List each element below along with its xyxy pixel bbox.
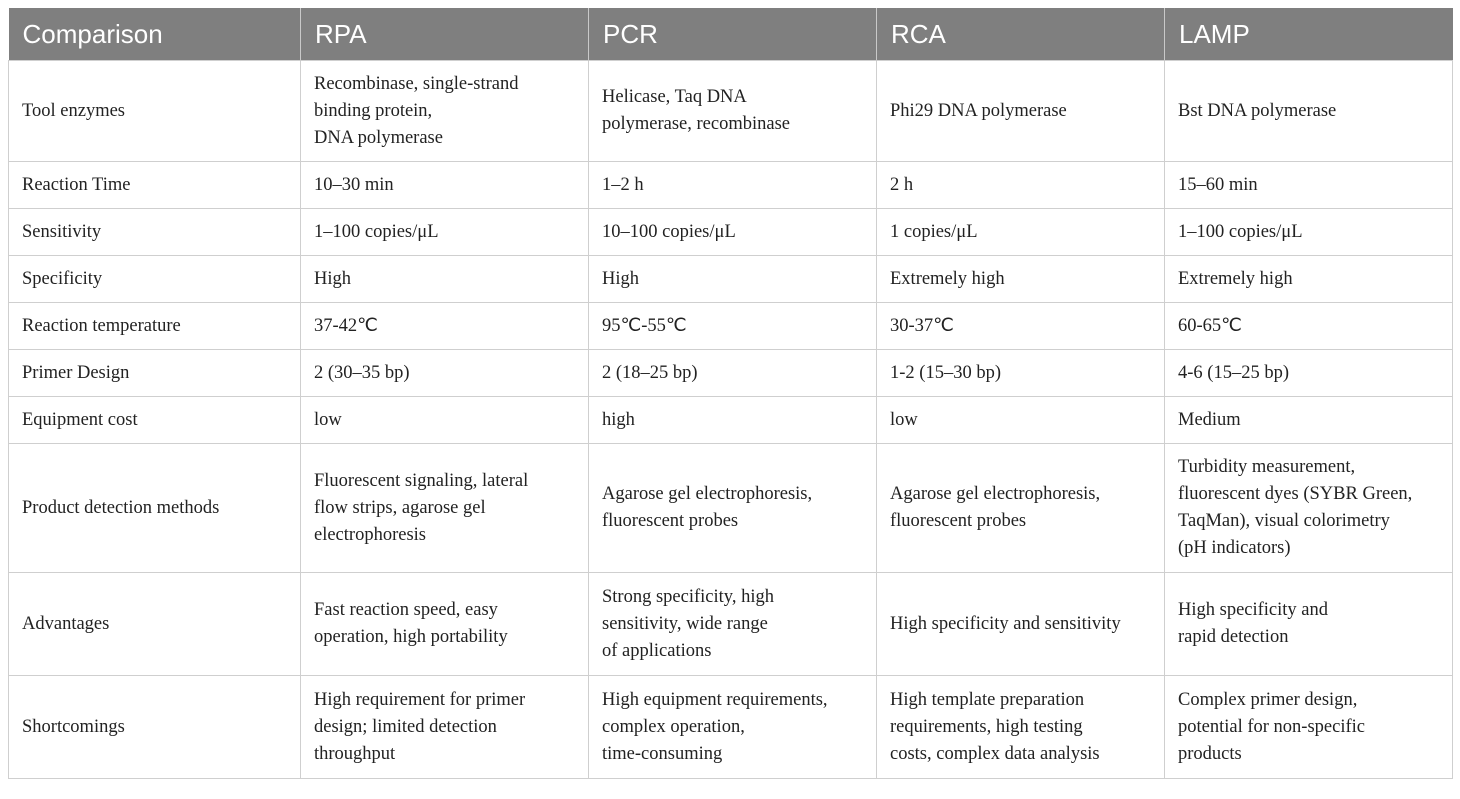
cell-pcr: 1–2 h [589,162,877,209]
header-lamp: LAMP [1165,8,1453,61]
cell-pcr: Agarose gel electrophoresis, fluorescent probes [589,444,877,573]
header-comparison: Comparison [9,8,301,61]
table-row-reaction-temperature [9,303,1453,350]
cell-pcr: high [589,397,877,444]
row-label: Product detection methods [9,444,301,573]
row-label: Reaction temperature [9,303,301,350]
cell-rpa: 2 (30–35 bp) [301,350,589,397]
cell-rpa: 37-42℃ [301,303,589,350]
cell-rca: Extremely high [877,256,1165,303]
cell-lamp: Medium [1165,397,1453,444]
header-rpa: RPA [301,8,589,61]
cell-rpa: Recombinase, single-strand binding protein, DNA polymerase [301,61,589,162]
cell-rpa: High requirement for primer design; limited detection throughput [301,676,589,779]
table-row-tool-enzymes [9,61,1453,162]
table-row-reaction-time [9,162,1453,209]
header-rca: RCA [877,8,1165,61]
cell-pcr: Helicase, Taq DNA polymerase, recombinase [589,61,877,162]
row-label: Shortcomings [9,676,301,779]
cell-lamp: Bst DNA polymerase [1165,61,1453,162]
cell-rca: High specificity and sensitivity [877,573,1165,676]
cell-lamp: 1–100 copies/μL [1165,209,1453,256]
cell-rca: 2 h [877,162,1165,209]
cell-pcr: 10–100 copies/μL [589,209,877,256]
table-row-sensitivity [9,209,1453,256]
row-label: Primer Design [9,350,301,397]
row-label: Sensitivity [9,209,301,256]
cell-rca: low [877,397,1165,444]
table-row-specificity [9,256,1453,303]
cell-pcr: Strong specificity, high sensitivity, wide range of applications [589,573,877,676]
cell-rca: 1 copies/μL [877,209,1165,256]
header-pcr: PCR [589,8,877,61]
cell-pcr: 95℃-55℃ [589,303,877,350]
cell-pcr: High equipment requirements, complex operation, time-consuming [589,676,877,779]
cell-rca: High template preparation requirements, high testing costs, complex data analysis [877,676,1165,779]
cell-rca: Agarose gel electrophoresis, fluorescent probes [877,444,1165,573]
table-header-row [9,8,1453,61]
cell-rpa: High [301,256,589,303]
cell-lamp: Extremely high [1165,256,1453,303]
row-label: Equipment cost [9,397,301,444]
cell-rpa: low [301,397,589,444]
table-row-shortcomings [9,676,1453,779]
comparison-table [8,8,1453,779]
row-label: Advantages [9,573,301,676]
cell-pcr: 2 (18–25 bp) [589,350,877,397]
table-row-equipment-cost [9,397,1453,444]
row-label: Reaction Time [9,162,301,209]
cell-lamp: Complex primer design, potential for non-specific products [1165,676,1453,779]
table-row-primer-design [9,350,1453,397]
cell-rpa: Fast reaction speed, easy operation, high portability [301,573,589,676]
cell-rpa: 1–100 copies/μL [301,209,589,256]
cell-rca: 30-37℃ [877,303,1165,350]
cell-rpa: Fluorescent signaling, lateral flow strips, agarose gel electrophoresis [301,444,589,573]
cell-rca: Phi29 DNA polymerase [877,61,1165,162]
row-label: Specificity [9,256,301,303]
table-row-advantages [9,573,1453,676]
cell-lamp: 15–60 min [1165,162,1453,209]
cell-lamp: 4-6 (15–25 bp) [1165,350,1453,397]
cell-pcr: High [589,256,877,303]
comparison-table-container [8,8,1452,779]
cell-rca: 1-2 (15–30 bp) [877,350,1165,397]
cell-rpa: 10–30 min [301,162,589,209]
row-label: Tool enzymes [9,61,301,162]
cell-lamp: Turbidity measurement, fluorescent dyes (SYBR Green, TaqMan), visual colorimetry (pH indicators) [1165,444,1453,573]
cell-lamp: 60-65℃ [1165,303,1453,350]
cell-lamp: High specificity and rapid detection [1165,573,1453,676]
table-row-product-detection-methods [9,444,1453,573]
